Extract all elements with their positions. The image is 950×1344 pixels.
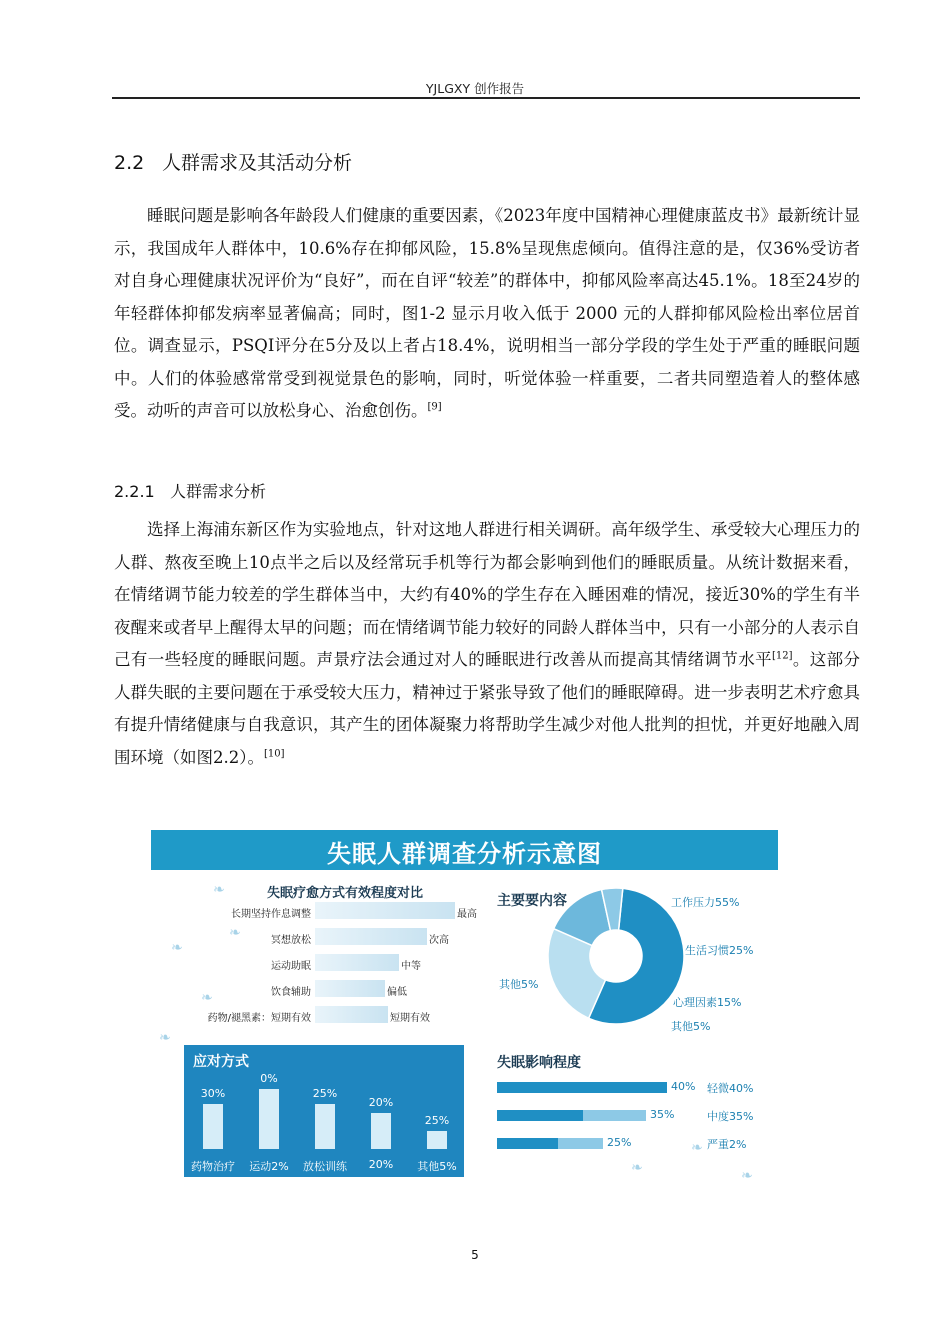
page-number: 5 — [471, 1248, 479, 1262]
paragraph-2-text-b: 。这部分人群失眠的主要问题在于承受较大压力，精神过于紧张导致了他们的睡眠障碍。进一步表明艺术疗愈具有提升情绪健康与自我意识，其产生的团体凝聚力将帮助学生减少对他人批判的担忧，并更好地融入周围环境（如图2.2）。 — [114, 650, 861, 767]
fish-icon: ❧ — [171, 940, 183, 956]
effectiveness-bar — [315, 928, 427, 945]
citation-9: [9] — [427, 401, 442, 413]
severity-bar — [497, 1082, 667, 1093]
donut-label: 其他5% — [671, 1020, 711, 1033]
severity-value-label: 35% — [650, 1108, 675, 1121]
fish-icon: ❧ — [213, 882, 225, 898]
fish-icon: ❧ — [159, 1030, 171, 1046]
donut-label: 心理因素15% — [673, 996, 742, 1009]
coping-title: 应对方式 — [193, 1054, 249, 1070]
fish-icon: ❧ — [631, 1160, 643, 1176]
coping-category-label: 运动2% — [249, 1160, 289, 1173]
paragraph-1 — [114, 200, 860, 428]
donut-label: 工作压力55% — [671, 896, 740, 909]
main-content-title: 主要要内容 — [497, 893, 567, 909]
effectiveness-label: 长期坚持作息调整 — [231, 909, 311, 920]
header-rule — [112, 97, 860, 99]
effectiveness-level: 中等 — [401, 961, 421, 972]
effectiveness-level: 偏低 — [387, 987, 407, 998]
infographic-title: 失眠人群调查分析示意图 — [327, 840, 602, 868]
paragraph-2 — [114, 514, 860, 774]
coping-bar — [427, 1131, 447, 1149]
severity-label: 轻微40% — [707, 1082, 754, 1095]
effectiveness-level: 次高 — [429, 935, 449, 946]
severity-value-label: 40% — [671, 1080, 696, 1093]
coping-value-label: 25% — [424, 1114, 450, 1127]
section-title: 人群需求及其活动分析 — [162, 152, 353, 174]
effectiveness-level: 短期有效 — [390, 1013, 430, 1024]
section-heading — [114, 148, 352, 175]
severity-bar — [583, 1110, 646, 1121]
donut-chart — [546, 886, 686, 1026]
effectiveness-label: 饮食辅助 — [271, 987, 311, 998]
severity-title: 失眠影响程度 — [497, 1055, 581, 1071]
effectiveness-title: 失眠疗愈方式有效程度对比 — [267, 886, 424, 901]
coping-bar — [259, 1089, 279, 1149]
effectiveness-level: 最高 — [457, 909, 477, 920]
effectiveness-bar — [315, 980, 385, 997]
effectiveness-bar — [315, 1006, 388, 1023]
fish-icon: ❧ — [229, 925, 241, 941]
infographic-figure — [151, 830, 778, 1190]
effectiveness-bar — [315, 954, 399, 971]
paragraph-1-text: 睡眠问题是影响各年龄段人们健康的重要因素，《2023年度中国精神心理健康蓝皮书》最新统计显示，我国成年人群体中，10.6%存在抑郁风险，15.8%呈现焦虑倾向。值得注意的是，仅36%受访者对自身心理健康状况评价为“良好”，而在自评“较差”的群体中，抑郁风险率高达45.1%。18至24岁的年轻群体抑郁发病率显著偏高；同时，图1-2 显示月收入低于 2000 元的人群抑郁风险检出率位居首位。调查显示，PSQI评分在5分及以上者占18.4%，说明相当一部分学段的学生处于严重的睡眠问题中。人们的体验感常常受到视觉景色的影响，同时，听觉体验一样重要，二者共同塑造着人的整体感受。动听的声音可以放松身心、治愈创伤。 — [114, 206, 860, 420]
subsection-title: 人群需求分析 — [170, 482, 267, 501]
donut-label-left: 其他5% — [499, 978, 539, 991]
coping-value-label: 20% — [368, 1096, 394, 1109]
citation-10: [10] — [264, 748, 285, 759]
coping-category-label: 放松训练 — [303, 1160, 347, 1173]
coping-bar — [203, 1104, 223, 1149]
coping-value-label: 0% — [260, 1072, 278, 1085]
page-header: YJLGXY 创作报告 — [425, 81, 525, 96]
coping-category-label: 药物治疗 — [191, 1160, 235, 1173]
donut-label: 生活习惯25% — [685, 944, 754, 957]
coping-bar — [315, 1104, 335, 1149]
coping-value-label: 30% — [200, 1087, 226, 1100]
severity-bar — [558, 1138, 603, 1149]
subsection-number: 2.2.1 — [114, 482, 155, 501]
coping-category-label: 20% — [368, 1158, 394, 1171]
coping-bar — [371, 1113, 391, 1149]
section-number: 2.2 — [114, 152, 145, 174]
coping-value-label: 25% — [312, 1087, 338, 1100]
severity-bar — [497, 1110, 583, 1121]
subsection-heading — [114, 479, 266, 502]
fish-icon: ❧ — [741, 1168, 753, 1184]
effectiveness-label: 冥想放松 — [271, 935, 311, 946]
citation-12: [12] — [771, 650, 793, 662]
paragraph-2-text-a: 选择上海浦东新区作为实验地点，针对这地人群进行相关调研。高年级学生、承受较大心理压力的人群、熬夜至晚上10点半之后以及经常玩手机等行为都会影响到他们的睡眠质量。从统计数据来看，在情绪调节能力较差的学生群体当中，大约有40%的学生存在入睡困难的情况，接近30%的学生有半夜醒来或者早上醒得太早的问题；而在情绪调节能力较好的同龄人群体当中，只有一小部分的人表示自己有一些轻度的睡眠问题。声景疗法会通过对人的睡眠进行改善从而提高其情绪调节水平 — [114, 520, 860, 669]
effectiveness-label: 药物/褪黑素：短期有效 — [207, 1013, 311, 1024]
fish-icon: ❧ — [691, 1140, 703, 1156]
fish-icon: ❧ — [201, 990, 213, 1006]
effectiveness-bar — [315, 902, 455, 919]
severity-label: 严重2% — [707, 1138, 747, 1151]
severity-value-label: 25% — [607, 1136, 632, 1149]
severity-bar — [497, 1138, 558, 1149]
effectiveness-label: 运动助眠 — [271, 961, 311, 972]
severity-label: 中度35% — [707, 1110, 754, 1123]
coping-category-label: 其他5% — [417, 1160, 457, 1173]
